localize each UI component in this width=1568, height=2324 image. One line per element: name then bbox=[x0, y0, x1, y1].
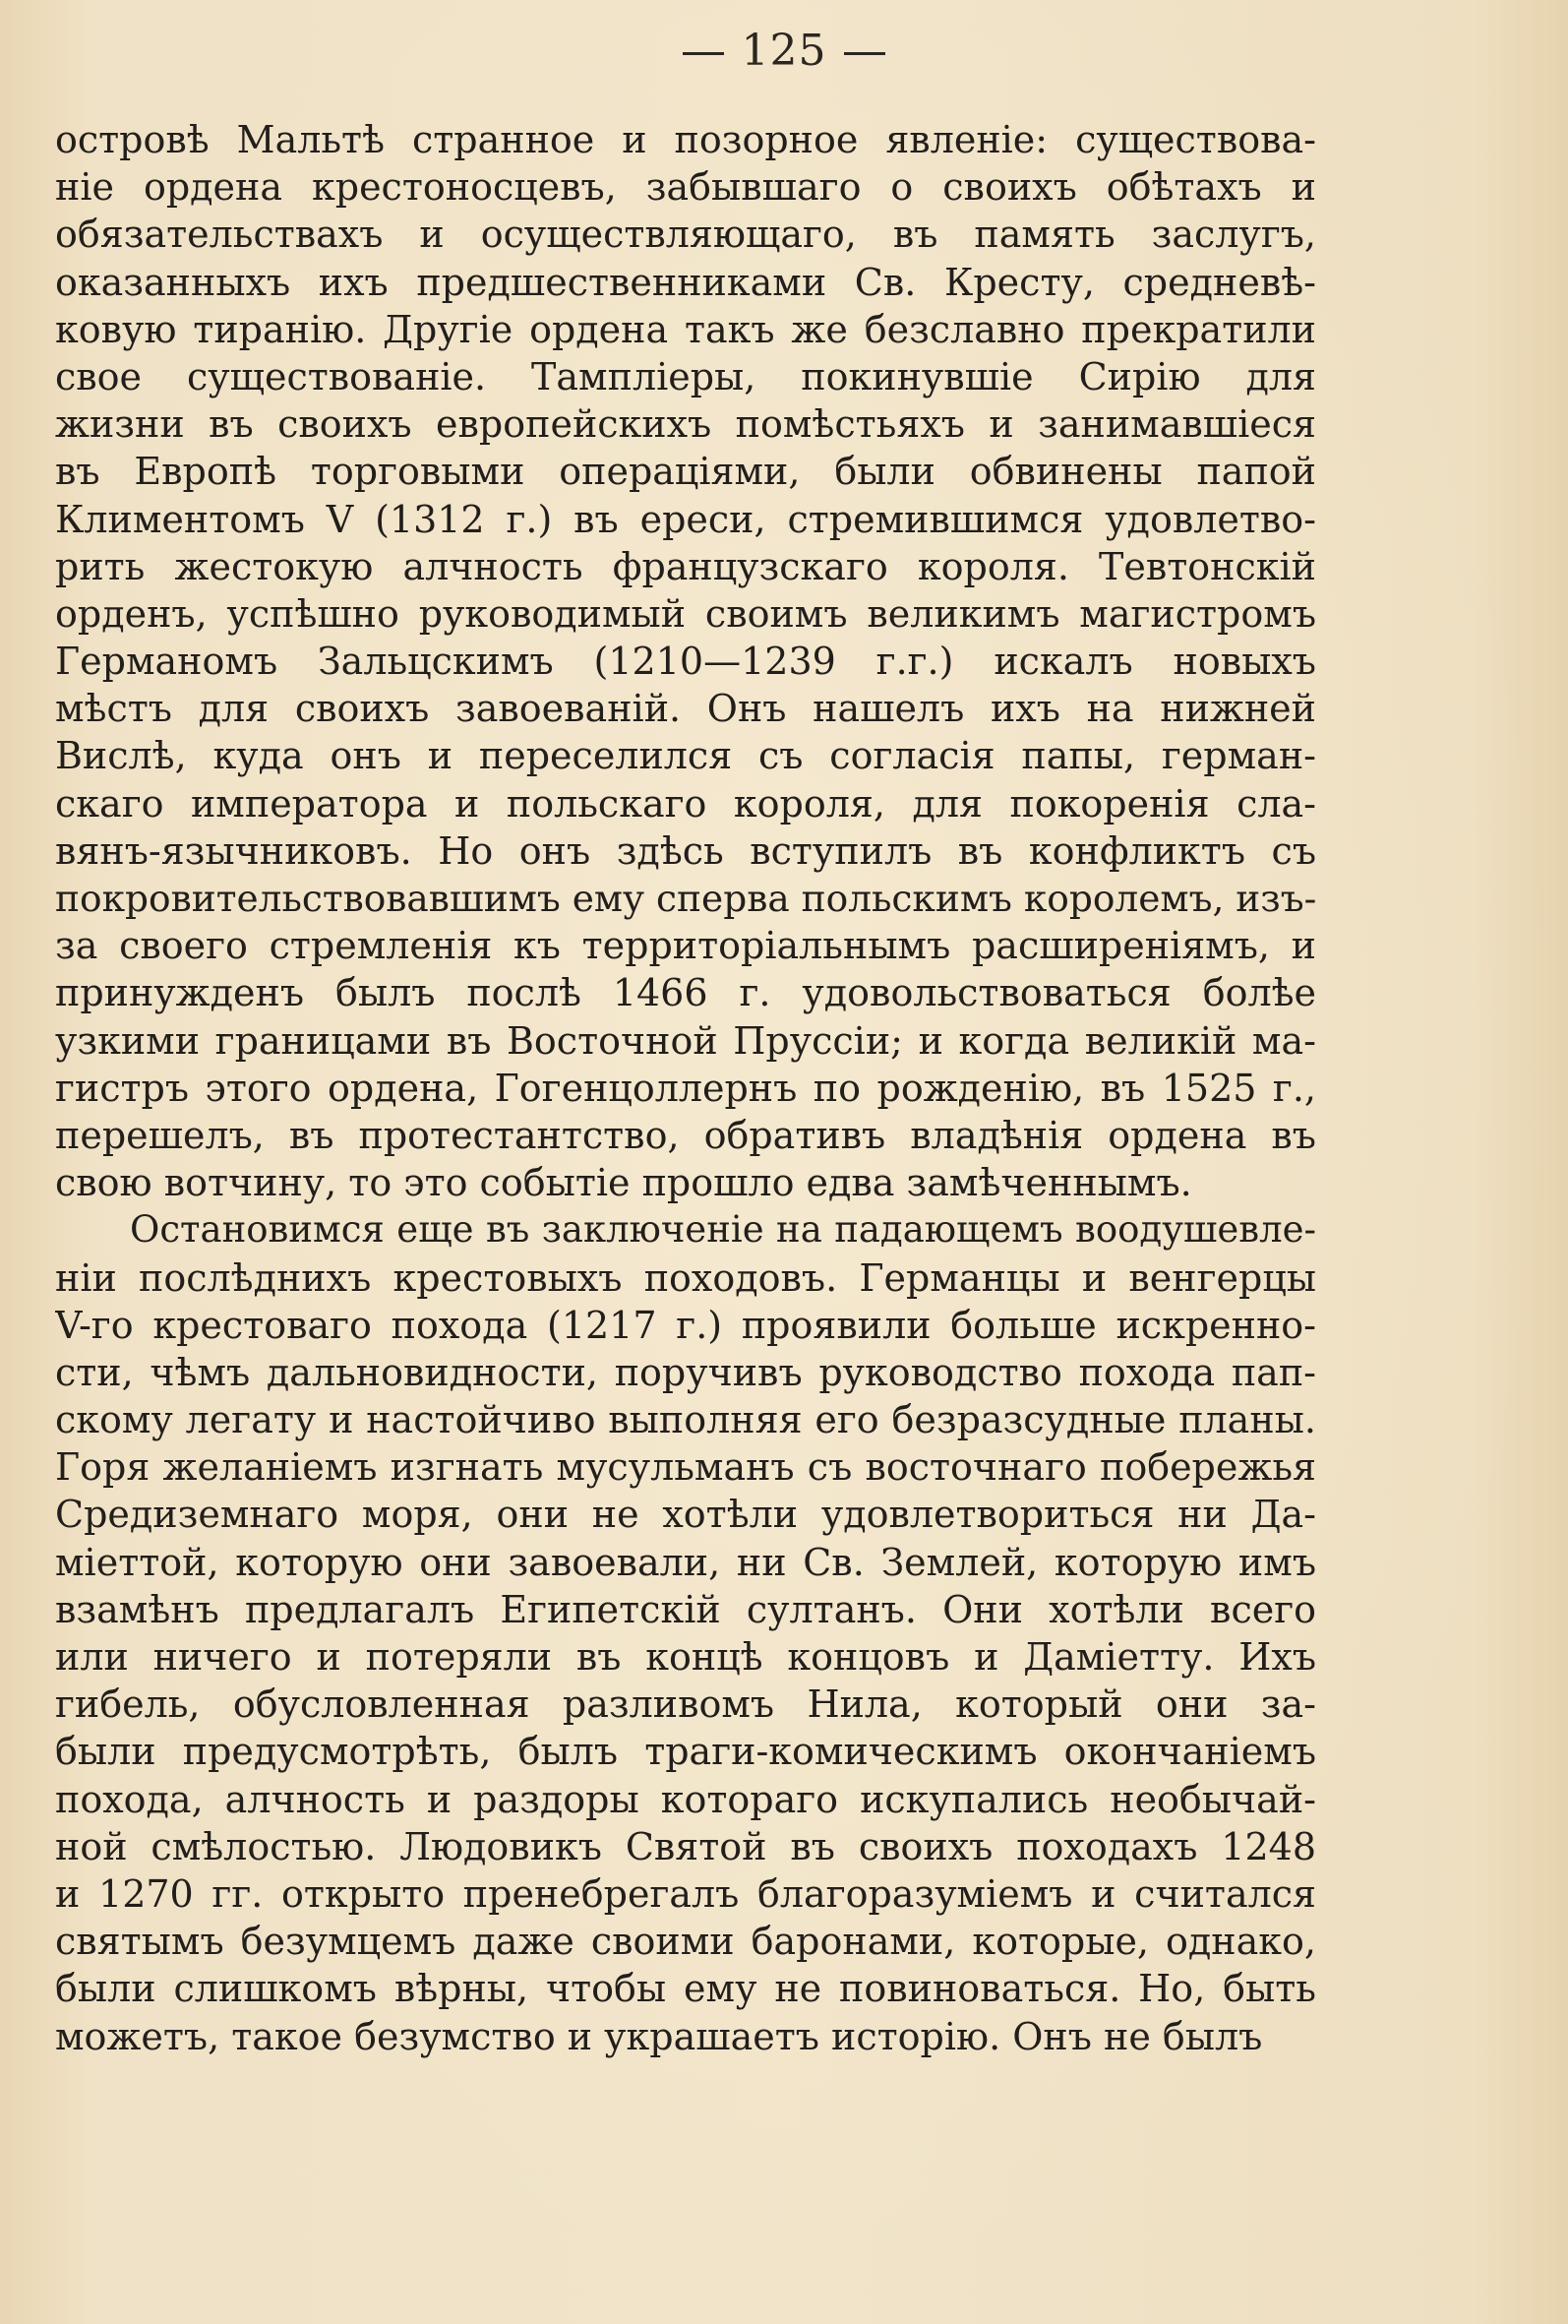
text-line: сти, чѣмъ дальновидности, поручивъ руководство похода пап- bbox=[55, 1350, 1316, 1394]
right-dash bbox=[844, 52, 885, 55]
text-line: перешелъ, въ протестантство, обративъ владѣнія ордена въ bbox=[55, 1113, 1316, 1157]
text-line: были слишкомъ вѣрны, чтобы ему не повиноваться. Но, быть bbox=[55, 1967, 1316, 2011]
text-line: свое существованіе. Тампліеры, покинувшіе Сирію для bbox=[55, 354, 1316, 398]
text-line: гибель, обусловленная разливомъ Нила, который они за- bbox=[55, 1682, 1316, 1727]
text-line: можетъ, такое безумство и украшаетъ исторію. Онъ не былъ bbox=[55, 2014, 1263, 2058]
text-line: узкими границами въ Восточной Пруссіи; и когда великій ма- bbox=[55, 1018, 1316, 1063]
text-line: рить жестокую алчность французскаго короля. Тевтонскій bbox=[55, 544, 1316, 588]
paragraph bbox=[55, 1206, 1316, 2059]
text-line: Германомъ Зальцскимъ (1210—1239 г.г.) искалъ новыхъ bbox=[55, 640, 1316, 684]
text-line: похода, алчность и раздоры котораго искупались необычай- bbox=[55, 1777, 1316, 1821]
text-line: Горя желаніемъ изгнать мусульманъ съ восточнаго побережья bbox=[55, 1445, 1316, 1490]
text-line: островѣ Мальтѣ странное и позорное явленіе: существова- bbox=[55, 118, 1316, 161]
text-line: Остановимся еще въ заключеніе на падающемъ воодушевле- bbox=[130, 1208, 1316, 1252]
text-line: жизни въ своихъ европейскихъ помѣстьяхъ и занимавшіеся bbox=[55, 402, 1316, 447]
text-line: принужденъ былъ послѣ 1466 г. удовольствоваться болѣе bbox=[55, 971, 1316, 1015]
text-line: свою вотчину, то это событіе прошло едва замѣченнымъ. bbox=[55, 1161, 1192, 1205]
text-line: ковую тиранію. Другіе ордена такъ же безславно прекратили bbox=[55, 307, 1316, 351]
left-dash bbox=[683, 52, 724, 55]
text-line: за своего стремленія къ территоріальнымъ расширеніямъ, и bbox=[55, 924, 1316, 968]
text-line: святымъ безумцемъ даже своими баронами, которые, однако, bbox=[55, 1920, 1316, 1964]
text-line: скаго императора и польскаго короля, для покоренія сла- bbox=[55, 781, 1316, 826]
paragraph bbox=[55, 116, 1316, 1206]
text-line: ніе ордена крестоносцевъ, забывшаго о своихъ обѣтахъ и bbox=[55, 165, 1316, 210]
text-line: V-го крестоваго похода (1217 г.) проявили больше искренно- bbox=[55, 1303, 1316, 1347]
text-line: ніи послѣднихъ крестовыхъ походовъ. Германцы и венгерцы bbox=[55, 1255, 1316, 1300]
text-line: вянъ-язычниковъ. Но онъ здѣсь вступилъ въ конфликтъ съ bbox=[55, 828, 1316, 873]
text-line: взамѣнъ предлагалъ Египетскій султанъ. Они хотѣли всего bbox=[55, 1587, 1316, 1631]
text-line: мѣстъ для своихъ завоеваній. Онъ нашелъ ихъ на нижней bbox=[55, 687, 1316, 731]
text-line: орденъ, успѣшно руководимый своимъ великимъ магистромъ bbox=[55, 591, 1316, 636]
text-line: Средиземнаго моря, они не хотѣли удовлетвориться ни Да- bbox=[55, 1493, 1316, 1537]
text-line: или ничего и потеряли въ концѣ концовъ и Даміетту. Ихъ bbox=[55, 1635, 1316, 1679]
text-line: міеттой, которую они завоевали, ни Св. Землей, которую имъ bbox=[55, 1540, 1316, 1584]
text-line: и 1270 гг. открыто пренебрегалъ благоразуміемъ и считался bbox=[55, 1871, 1316, 1916]
page-number-header bbox=[0, 22, 1568, 81]
text-line: Вислѣ, куда онъ и переселился съ согласія папы, герман- bbox=[55, 734, 1316, 778]
text-line: Климентомъ V (1312 г.) въ ереси, стремившимся удовлетво- bbox=[55, 497, 1316, 541]
text-line: обязательствахъ и осуществляющаго, въ память заслугъ, bbox=[55, 213, 1316, 257]
body-text bbox=[55, 116, 1316, 2060]
page-number: 125 bbox=[741, 26, 827, 76]
text-line: оказанныхъ ихъ предшественниками Св. Кресту, средневѣ- bbox=[55, 260, 1316, 304]
text-line: скому легату и настойчиво выполняя его безразсудные планы. bbox=[55, 1398, 1316, 1442]
text-line: покровительствовавшимъ ему сперва польскимъ королемъ, изъ- bbox=[55, 877, 1316, 920]
text-line: гистръ этого ордена, Гогенцоллернъ по рожденію, въ 1525 г., bbox=[55, 1066, 1316, 1110]
text-line: ной смѣлостью. Людовикъ Святой въ своихъ походахъ 1248 bbox=[55, 1824, 1316, 1868]
text-line: въ Европѣ торговыми операціями, были обвинены папой bbox=[55, 450, 1316, 494]
text-line: были предусмотрѣть, былъ траги-комическимъ окончаніемъ bbox=[55, 1730, 1316, 1774]
